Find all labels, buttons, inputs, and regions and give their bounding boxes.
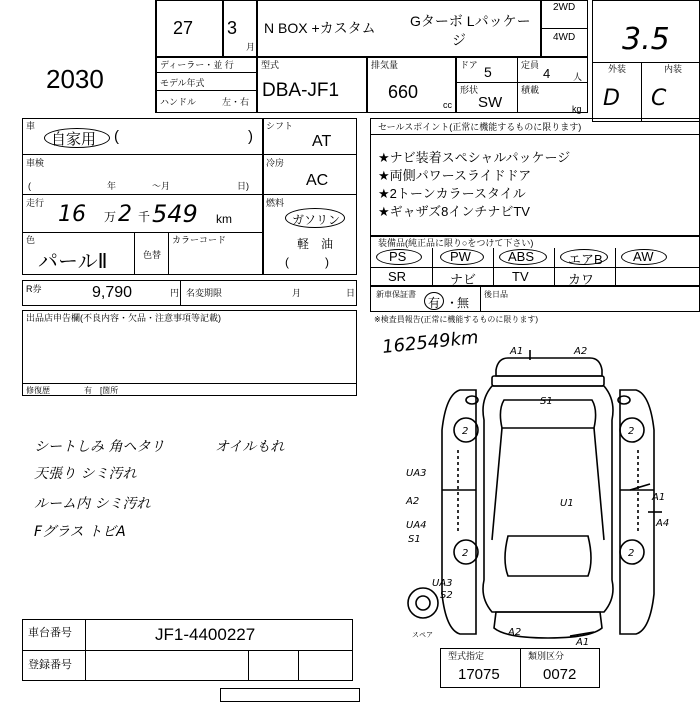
damage-label-a4-right: A4 [656,518,670,529]
handle-value: 左・右 [222,97,250,107]
type-label: 型式 [261,60,280,70]
eq-abs: ABS [508,249,535,264]
mileage-man: 万 [104,210,117,224]
damage-label-a1-rear: A1 [576,637,590,648]
inspection-month-unit: 〜月 [152,181,171,191]
note-glass: Fグラス トビA [34,524,126,540]
exterior-label: 外装 [608,64,627,74]
type-spec-label: 型式指定 [448,651,485,661]
history-value: 有 [箇所 [84,386,119,395]
grade-line1: Gターボ Lパッケー [410,13,531,29]
note-ceiling: 天張り シミ汚れ [34,466,137,482]
history-label: 修復歴 [26,386,50,395]
color-value: パールⅡ [38,251,108,273]
spare-later-label: 後日品 [484,290,508,299]
manual-yes: 有 [428,296,441,310]
mileage-sen: 千 [138,210,151,224]
damage-label-wheel-rr: 2 [628,548,635,559]
damage-label-a2-rear: A2 [508,627,522,638]
mileage-part1: 16 [58,202,86,227]
model-name: N BOX +カスタム [264,20,376,36]
load-label: 積載 [521,85,540,95]
score-value: 3.5 [622,22,670,57]
inspection-year-unit: 年 [107,181,117,191]
load-unit: kg [572,104,582,114]
sales-point-3: ★2トーンカラースタイル [378,186,526,201]
name-change-label: 名変期限 [186,288,223,298]
aircon-label: 冷房 [266,158,285,168]
model-year-label: モデル年式 [160,78,205,88]
damage-label-ua3-left: UA3 [406,468,427,479]
inspection-label: 車検 [26,158,45,168]
eq-ps: PS [389,249,407,264]
color-change-label: 色替 [143,250,162,260]
year-value: 27 [173,18,194,38]
sales-points-label: セールスポイント(正常に機能するものに限ります) [378,122,582,132]
usage-label: 車 [26,121,36,131]
eq-tv: TV [512,269,529,284]
manual-no: 無 [457,296,470,310]
manual-block [370,286,700,312]
declaration-label: 出品店申告欄(不良内容・欠品・注意事項等記載) [26,313,221,323]
month-unit: 月 [246,42,256,52]
color-code-label: カラーコード [172,235,227,245]
damage-label-s1-left: S1 [408,534,421,545]
dealer-label: ディーラー・並 行 [160,60,234,70]
manual-label: 新車保証書 [376,290,416,299]
tax-value: 9,790 [92,284,133,301]
damage-label-ua4-left: UA4 [406,520,427,531]
damage-label-wheel-rl: 2 [462,548,469,559]
chassis-value: JF1-4400227 [155,625,256,644]
inspection-day-unit: 日) [237,181,249,191]
month-value: 3 [227,18,238,38]
chassis-label: 車台番号 [28,627,72,639]
drive-4wd-label: 4WD [553,32,576,43]
damage-label-a2-left: A2 [406,496,420,507]
sales-point-1: ★ナビ装着スペシャルパッケージ [378,150,571,165]
eq-leather: カワ [568,272,595,287]
displacement-label: 排気量 [371,60,399,70]
shape-value: SW [478,94,503,111]
capacity-label: 定員 [521,60,540,70]
equipment-label: 装備品(純正品に限り○をつけて下さい) [378,238,534,248]
note-room: ルーム内 シミ汚れ [34,496,151,512]
fuel-gasoline: ガソリン [292,213,341,227]
mileage-part2: 2 [118,202,132,227]
displacement-unit: cc [443,100,452,110]
shift-label: シフト [266,121,294,131]
sales-point-4: ★ギャザズ8インチナビTV [378,204,530,219]
name-change-month: 月 [292,288,302,298]
eq-sr: SR [388,269,407,284]
damage-label-wheel-fl: 2 [462,426,469,437]
inspector-mileage-note: 162549km [381,327,480,358]
type-value: DBA-JF1 [262,80,340,101]
damage-label-s2-rear: S2 [440,590,453,601]
color-label: 色 [26,235,36,245]
usage-paren-close: ) [248,128,253,145]
eq-aw: AW [633,249,654,264]
usage-value: 自家用 [51,131,97,148]
mileage-part3: 549 [152,200,198,228]
note-oil: オイルもれ [215,439,285,455]
usage-paren-open: ( [114,128,119,145]
capacity-unit: 人 [573,72,583,82]
damage-label-wheel-fr: 2 [628,426,635,437]
tax-label: R券 [26,284,42,294]
interior-label: 内装 [664,64,683,74]
door-label: ドア [460,60,478,70]
drive-2wd-label: 2WD [553,2,576,13]
damage-label-a2-front: A2 [574,346,588,357]
shift-value: AT [312,133,332,150]
eq-airbag: エアB [568,252,603,267]
capacity-value: 4 [543,66,551,81]
grade-line2: ジ [452,32,466,48]
door-value: 5 [484,64,492,80]
fuel-diesel: 軽 油 [297,237,334,251]
class-label: 類別区分 [528,651,565,661]
spare-label: スペア [412,631,433,639]
shape-label: 形状 [460,85,479,95]
eq-navi: ナビ [450,272,477,287]
inspection-paren: ( [28,181,31,191]
eq-pw: PW [450,249,471,264]
sales-point-2: ★両側パワースライドドア [378,168,532,183]
damage-label-a1-front: A1 [510,346,524,357]
fuel-label: 燃料 [266,198,285,208]
note-seat: シートしみ 角ヘタリ [34,439,165,455]
tax-unit: 円 [170,288,180,298]
manual-sep: ・ [446,296,459,310]
interior-grade: C [651,86,667,111]
aircon-value: AC [306,172,329,189]
type-spec-value: 17075 [458,666,500,683]
exterior-grade: D [603,86,620,111]
registration-label: 登録番号 [28,659,72,671]
class-value: 0072 [543,666,577,683]
mileage-unit: km [216,212,232,226]
damage-label-a1-right: A1 [652,492,666,503]
inspector-notes-label: ※検査員報告(正常に機能するものに限ります) [374,315,539,324]
car-damage-diagram [380,340,700,650]
mileage-label: 走行 [26,198,45,208]
name-change-day: 日 [346,288,356,298]
fuel-other: ( ) [285,255,329,269]
lot-number: 2030 [46,64,104,94]
damage-label-ua3-rear: UA3 [432,578,453,589]
damage-label-s1-roof: S1 [540,396,553,407]
handle-label: ハンドル [160,97,197,107]
damage-label-u1-center: U1 [560,498,574,509]
displacement-value: 660 [388,82,419,102]
